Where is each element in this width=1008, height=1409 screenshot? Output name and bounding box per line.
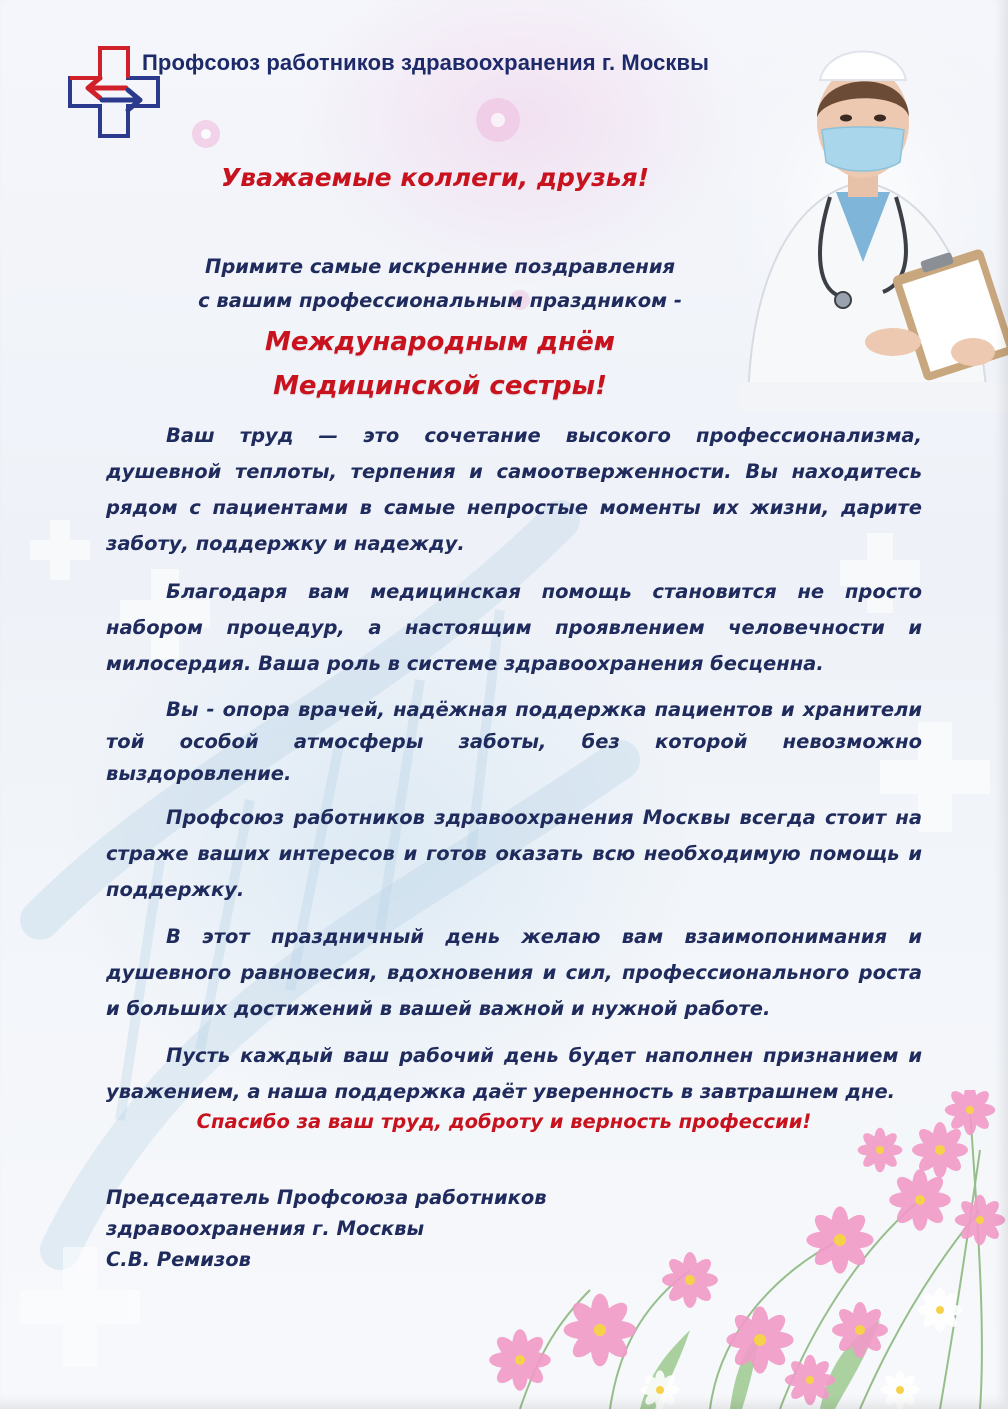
organization-title: Профсоюз работников здравоохранения г. Москвы [142,50,710,75]
body-paragraph: Профсоюз работников здравоохранения Москвы всегда стоит на страже ваших интересов и готов оказать всю необходимую помощь и поддержку. [106,806,922,901]
body-paragraph: Благодаря вам медицинская помощь становится не просто набором процедур, а настоящим проявлением человечности и милосердия. Ваша роль в системе здравоохранения бесценна. [106,580,922,675]
holiday-line: Медицинской сестры! [273,371,607,401]
intro-line: с вашим профессиональным праздником - [198,289,682,312]
nurse-photo [718,22,1008,412]
thanks-line: Спасибо за ваш труд, доброту и верность профессии! [196,1110,812,1133]
signature-line: Председатель Профсоюза работников [106,1186,547,1209]
signature-line: здравоохранения г. Москвы [106,1217,425,1240]
body-paragraph: Вы - опора врачей, надёжная поддержка пациентов и хранители той особой атмосферы заботы, без которой невозможно выздоровление. [106,698,922,785]
flowers-decoration [480,1090,1008,1409]
intro-text [140,250,740,318]
body-paragraph: В этот праздничный день желаю вам взаимопонимания и душевного равновесия, вдохновения и сил, профессионального роста и больших достижений в вашей важной и нужной работе. [106,925,922,1020]
body-paragraph: Пусть каждый ваш рабочий день будет наполнен признанием и уважением, а наша поддержка даёт уверенность в завтрашнем дне. [106,1044,922,1103]
intro-line: Примите самые искренние поздравления [205,255,675,278]
holiday-line: Международным днём [265,327,615,357]
body-paragraph: Ваш труд — это сочетание высокого профессионализма, душевной теплоты, терпения и самоотверженности. Вы находитесь рядом с пациентами в самые непростые моменты их жизни, дарите заботу, поддержку и надежду. [106,424,922,555]
greeting-heading: Уважаемые коллеги, друзья! [220,163,650,192]
holiday-title [140,320,740,408]
letter-body [106,418,922,1110]
signature-name: С.В. Ремизов [106,1248,251,1271]
